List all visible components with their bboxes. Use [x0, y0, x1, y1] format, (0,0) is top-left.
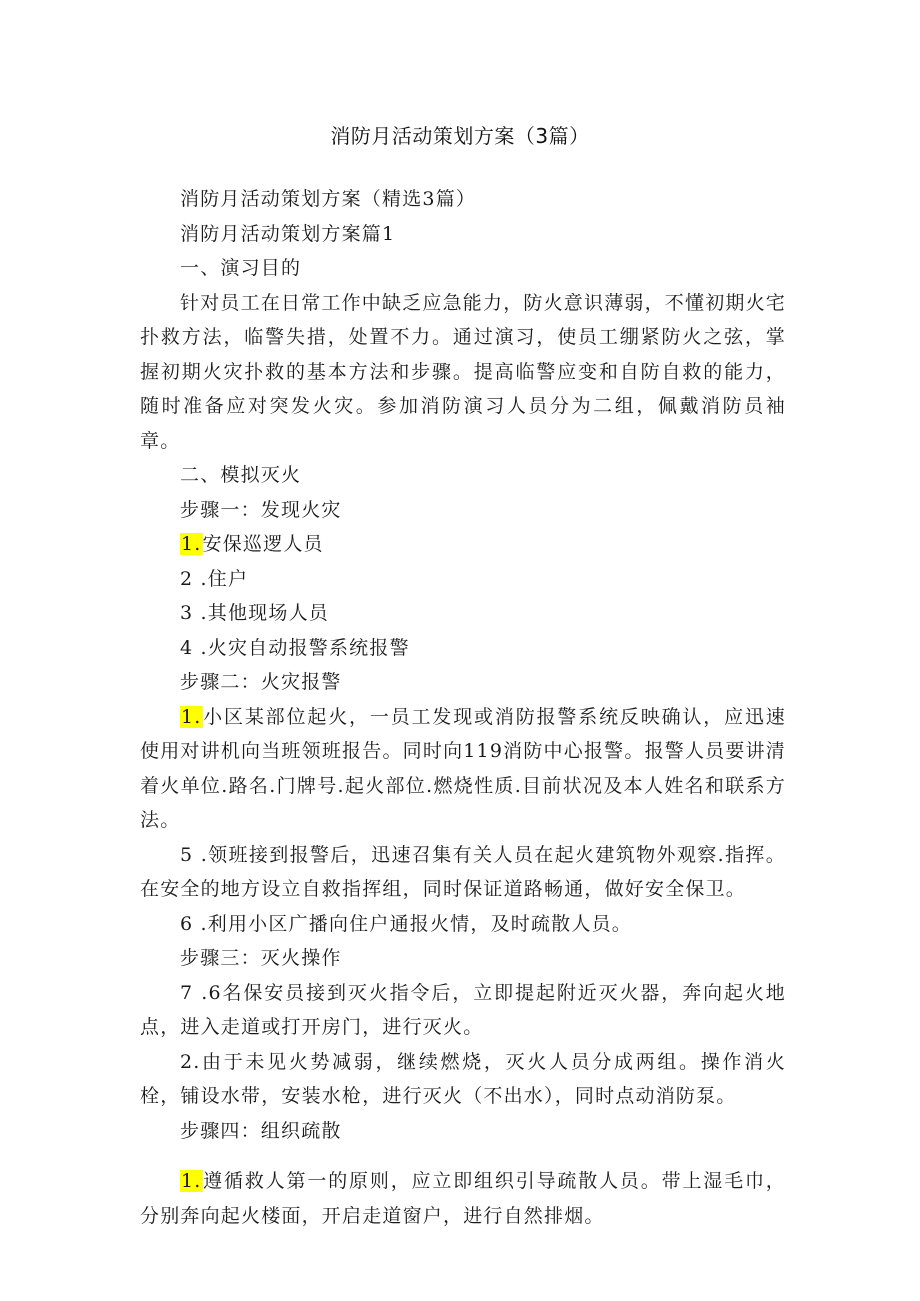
paragraph-purpose: 针对员工在日常工作中缺乏应急能力，防火意识薄弱，不懂初期火宅扑救方法，临警失措，处置不力。通过演习，使员工绷紧防火之弦，掌握初期火灾扑救的基本方法和步骤。提高临警应变和自防自救的能力，随时准备应对突发火灾。参加消防演习人员分为二组，佩戴消防员袖章。	[140, 291, 787, 452]
highlighted-marker: 1.	[181, 705, 202, 728]
list-item: 3 .其他现场人员	[180, 602, 329, 624]
list-item: 1.遵循救人第一的原则，应立即组织引导疏散人员。带上湿毛巾，分别奔向起火楼面，开启走道窗户，进行自然排烟。	[140, 1170, 786, 1227]
step-four-heading: 步骤四：组织疏散	[180, 1119, 342, 1142]
list-item: 5 .领班接到报警后，迅速召集有关人员在起火建筑物外观察.指挥。在安全的地方设立自救指挥组，同时保证道路畅通，做好安全保卫。	[140, 843, 786, 900]
list-item: 6 .利用小区广播向住户通报火情，及时疏散人员。	[180, 912, 632, 935]
list-item: 2.由于未见火势减弱，继续燃烧，灭火人员分成两组。操作消火栓，铺设水带，安装水枪，进行灭火（不出水），同时点动消防泵。	[140, 1050, 786, 1107]
list-item: 7 .6名保安员接到灭火指令后，立即提起附近灭火器，奔向起火地点，进入走道或打开房门，进行灭火。	[140, 981, 786, 1038]
list-item: 4 .火灾自动报警系统报警	[180, 636, 410, 659]
list-item: 1.小区某部位起火，一员工发现或消防报警系统反映确认，应迅速使用对讲机向当班领班报告。同时向119消防中心报警。报警人员要讲清着火单位.路名.门牌号.起火部位.燃烧性质.目前状况及本人姓名和联系方法。	[140, 705, 786, 831]
document-body	[140, 182, 786, 1233]
highlighted-marker: 1.	[181, 1170, 202, 1192]
step-three-heading: 步骤三：灭火操作	[180, 947, 342, 969]
list-item: 1.安保巡逻人员	[181, 533, 324, 555]
highlighted-marker: 1.	[181, 533, 202, 555]
heading-drill-purpose: 一、演习目的	[180, 257, 302, 279]
document-title: 消防月活动策划方案（3篇）	[330, 124, 590, 148]
step-one-heading: 步骤一：发现火灾	[180, 498, 342, 521]
heading-simulated-firefighting: 二、模拟灭火	[180, 464, 302, 486]
list-item: 2 .住户	[180, 567, 249, 590]
section-title: 消防月活动策划方案篇1	[180, 222, 396, 245]
subtitle: 消防月活动策划方案（精选3篇）	[180, 188, 477, 210]
step-two-heading: 步骤二：火灾报警	[180, 671, 342, 693]
spacer	[140, 1148, 786, 1164]
